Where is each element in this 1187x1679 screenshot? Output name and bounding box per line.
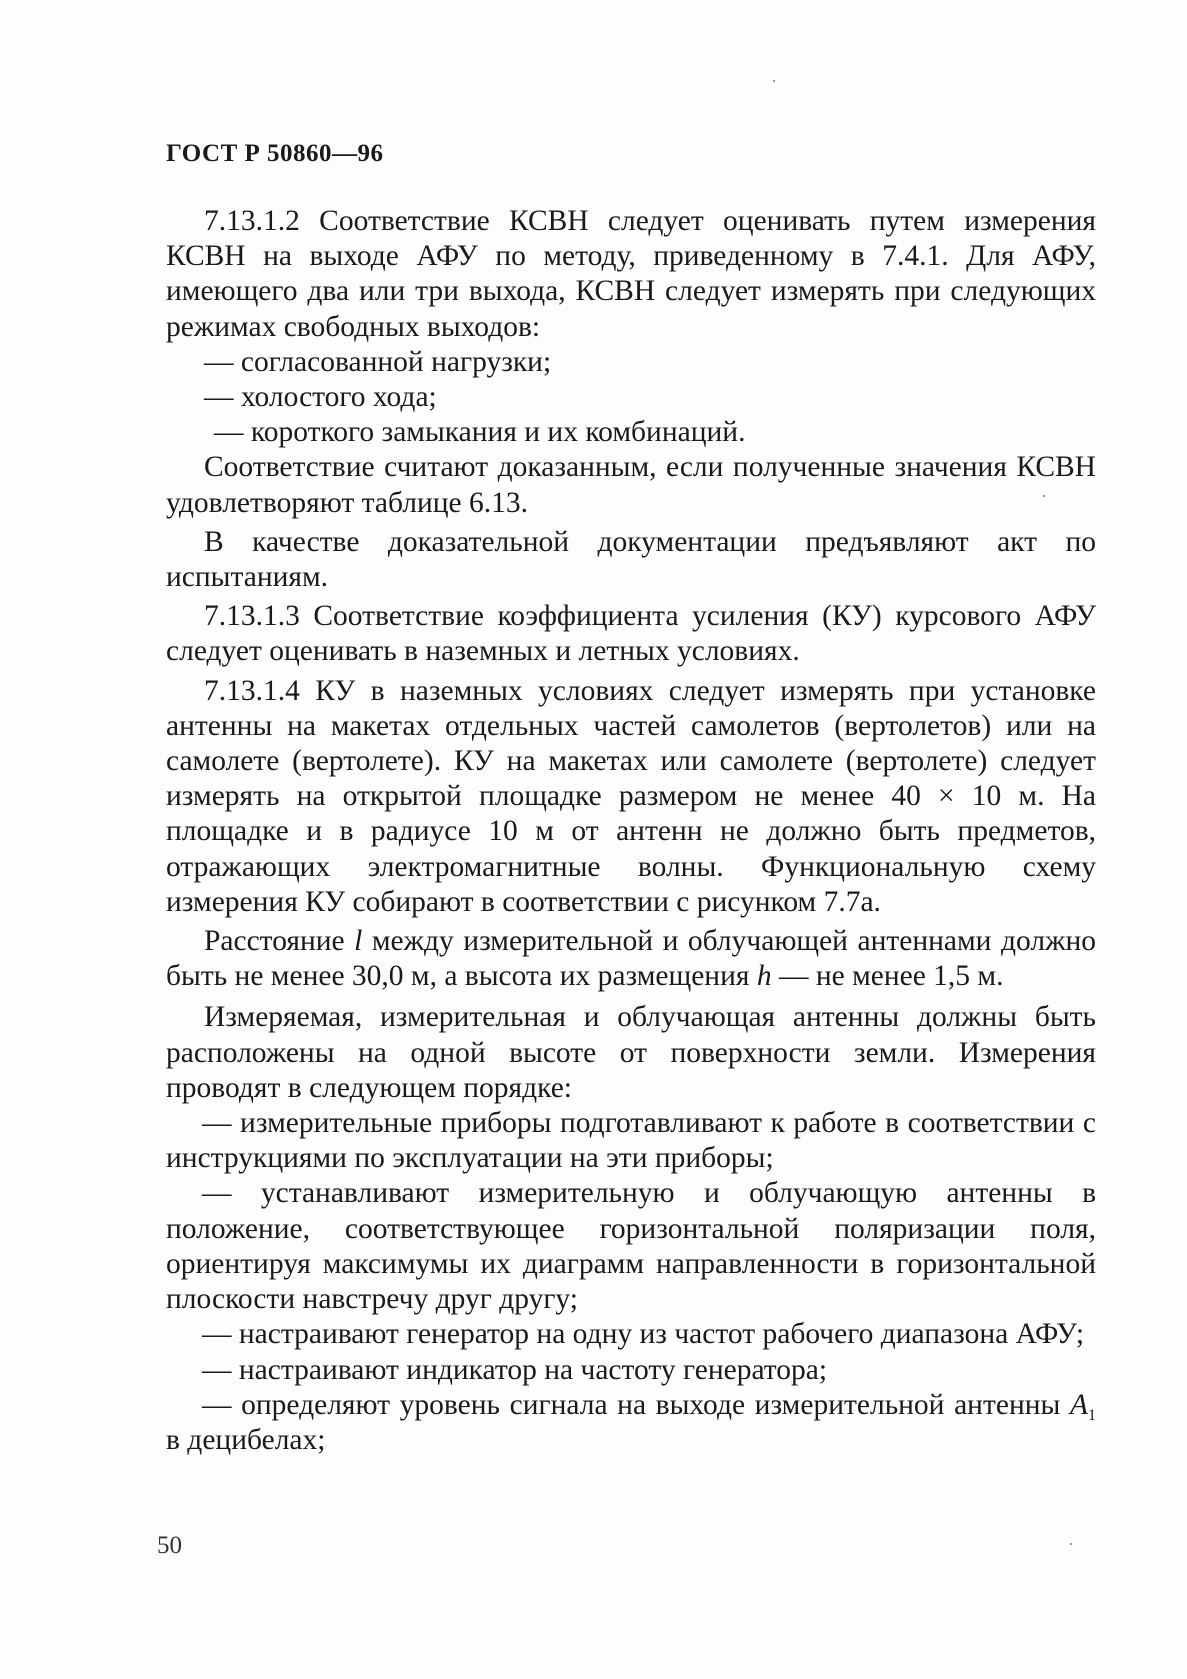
standard-header: ГОСТ Р 50860—96 <box>166 140 384 167</box>
variable-subscript: 1 <box>1088 1406 1097 1424</box>
scan-speck <box>773 80 775 82</box>
text-fragment: — определяют уровень сигнала на выходе измерительной антенны <box>202 1388 1061 1421</box>
step-item: — устанавливают измерительную и облучающую антенны в положение, соответствующее горизонтальной поляризации поля, ориентируя максимумы их диаграмм направленности в горизонтальной плоскости навстречу друг другу; <box>166 1177 1096 1316</box>
list-item: — согласованной нагрузки; <box>204 345 552 378</box>
variable-a: A <box>1069 1388 1089 1421</box>
paragraph-distance <box>166 924 1096 994</box>
page-number: 50 <box>157 1532 182 1559</box>
paragraph-procedure: Измеряемая, измерительная и облучающая антенны должны быть расположены на одной высоте от поверхности земли. Измерения проводят в следующем порядке: <box>166 1001 1096 1104</box>
document-body <box>166 204 1096 1458</box>
step-item-last <box>166 1388 1096 1458</box>
scan-speck <box>1070 1543 1072 1545</box>
list-item: — холостого хода; <box>204 381 437 414</box>
scan-speck <box>1043 495 1045 497</box>
text-fragment: в децибелах; <box>166 1423 326 1456</box>
step-item: — настраивают генератор на одну из частот рабочего диапазона АФУ; <box>202 1318 1085 1351</box>
paragraph-7-13-1-2: 7.13.1.2 Соответствие КСВН следует оценивать путем измерения КСВН на выходе АФУ по методу, приведенному в 7.4.1. Для АФУ, имеющего два или три выхода, КСВН следует измерять при следующих режимах свободных выходов: <box>166 205 1096 343</box>
paragraph-7-13-1-4: 7.13.1.4 КУ в наземных условиях следует измерять при установке антенны на макетах отдельных частей самолетов (вертолетов) или на самолете (вертолете). КУ на макетах или самолете (вертолете) следует измерять на открытой площадке размером не менее 40 × 10 м. На площадке и в радиусе 10 м от антенн не должно быть предметов, отражающих электромагнитные волны. Функциональную схему измерения КУ собирают в соответствии с рисунком 7.7а. <box>166 674 1096 918</box>
step-item: — настраивают индикатор на частоту генератора; <box>202 1353 828 1386</box>
paragraph-evidence: В качестве доказательной документации предъявляют акт по испытаниям. <box>166 525 1096 594</box>
text-fragment: между измерительной и облучающей антеннами должно быть не менее 30,0 м, а высота их размещения <box>166 925 1096 993</box>
variable-h: h <box>756 960 772 993</box>
paragraph-7-13-1-3: 7.13.1.3 Соответствие коэффициента усиления (КУ) курсового АФУ следует оценивать в наземных и летных условиях. <box>166 600 1096 668</box>
text-fragment: — не менее 1,5 м. <box>778 960 1004 993</box>
list-item: — короткого замыкания и их комбинаций. <box>214 416 746 449</box>
text-fragment: Расстояние <box>204 925 345 958</box>
variable-l: l <box>354 925 363 958</box>
paragraph-conformity: Соответствие считают доказанным, если полученные значения КСВН удовлетворяют таблице 6.13. <box>166 451 1096 519</box>
step-item: — измерительные приборы подготавливают к работе в соответствии с инструкциями по эксплуатации на эти приборы; <box>166 1107 1096 1175</box>
